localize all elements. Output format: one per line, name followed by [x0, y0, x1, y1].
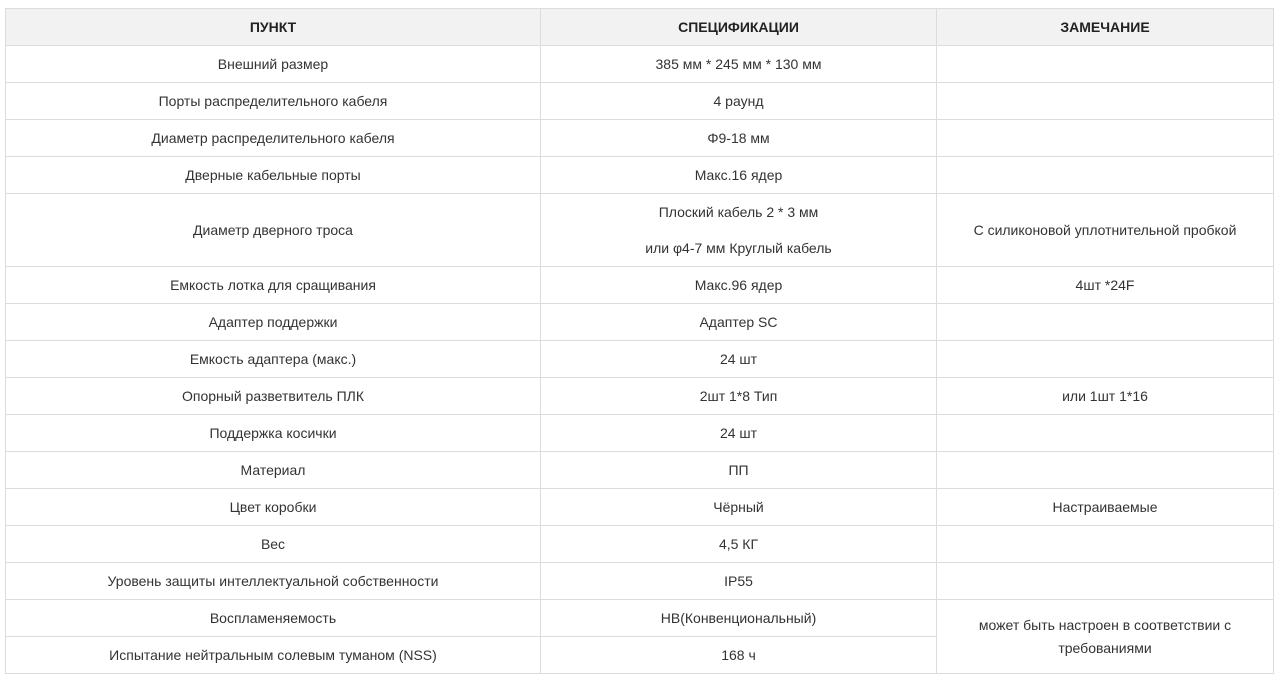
item-cell: Диаметр распределительного кабеля [6, 120, 541, 157]
item-cell: Цвет коробки [6, 489, 541, 526]
spec-cell: 4,5 КГ [541, 526, 937, 563]
table-header-row [6, 9, 1274, 46]
note-cell [937, 341, 1274, 378]
note-cell [937, 415, 1274, 452]
spec-cell: 4 раунд [541, 83, 937, 120]
spec-line: или φ4-7 мм Круглый кабель [645, 240, 832, 256]
item-cell: Испытание нейтральным солевым туманом (NSS) [6, 637, 541, 674]
table-row [6, 563, 1274, 600]
item-cell: Поддержка косички [6, 415, 541, 452]
table-row [6, 489, 1274, 526]
table-row [6, 267, 1274, 304]
table-row [6, 415, 1274, 452]
item-cell: Материал [6, 452, 541, 489]
item-cell: Адаптер поддержки [6, 304, 541, 341]
spec-line: Плоский кабель 2 * 3 мм [658, 204, 819, 220]
item-cell: Опорный разветвитель ПЛК [6, 378, 541, 415]
note-cell: или 1шт 1*16 [937, 378, 1274, 415]
spec-cell [541, 194, 937, 267]
note-cell [937, 83, 1274, 120]
note-cell [937, 157, 1274, 194]
note-line: может быть настроен в соответствии с [978, 616, 1232, 633]
spec-cell: ПП [541, 452, 937, 489]
header-specifications: СПЕЦИФИКАЦИИ [541, 9, 937, 46]
note-cell [937, 304, 1274, 341]
spec-cell: Адаптер SC [541, 304, 937, 341]
note-cell: 4шт *24F [937, 267, 1274, 304]
table-row [6, 46, 1274, 83]
spec-cell: Чёрный [541, 489, 937, 526]
item-cell: Емкость адаптера (макс.) [6, 341, 541, 378]
item-cell: Емкость лотка для сращивания [6, 267, 541, 304]
merged-note-cell [937, 600, 1274, 674]
spec-cell: IP55 [541, 563, 937, 600]
table-row [6, 341, 1274, 378]
specifications-table [5, 8, 1274, 674]
item-cell: Диаметр дверного троса [6, 194, 541, 267]
note-cell [937, 46, 1274, 83]
table-row [6, 304, 1274, 341]
header-remark: ЗАМЕЧАНИЕ [937, 9, 1274, 46]
table-row [6, 120, 1274, 157]
spec-cell: Макс.96 ядер [541, 267, 937, 304]
table-row [6, 600, 1274, 637]
item-cell: Порты распределительного кабеля [6, 83, 541, 120]
header-item: ПУНКТ [6, 9, 541, 46]
item-cell: Дверные кабельные порты [6, 157, 541, 194]
spec-cell: 24 шт [541, 415, 937, 452]
spec-cell: Макс.16 ядер [541, 157, 937, 194]
table-row [6, 452, 1274, 489]
note-cell [937, 120, 1274, 157]
item-cell: Воспламеняемость [6, 600, 541, 637]
item-cell: Внешний размер [6, 46, 541, 83]
note-cell: С силиконовой уплотнительной пробкой [937, 194, 1274, 267]
spec-cell: 24 шт [541, 341, 937, 378]
table-row [6, 194, 1274, 267]
note-line: требованиями [1058, 639, 1152, 656]
spec-cell: 168 ч [541, 637, 937, 674]
table-row [6, 157, 1274, 194]
item-cell: Вес [6, 526, 541, 563]
item-cell: Уровень защиты интеллектуальной собственности [6, 563, 541, 600]
table-row [6, 378, 1274, 415]
note-cell: Настраиваемые [937, 489, 1274, 526]
table-row [6, 526, 1274, 563]
note-cell [937, 452, 1274, 489]
note-cell [937, 563, 1274, 600]
spec-cell: Φ9-18 мм [541, 120, 937, 157]
note-cell [937, 526, 1274, 563]
spec-cell: 2шт 1*8 Тип [541, 378, 937, 415]
table-row [6, 83, 1274, 120]
spec-cell: HB(Конвенциональный) [541, 600, 937, 637]
spec-cell: 385 мм * 245 мм * 130 мм [541, 46, 937, 83]
